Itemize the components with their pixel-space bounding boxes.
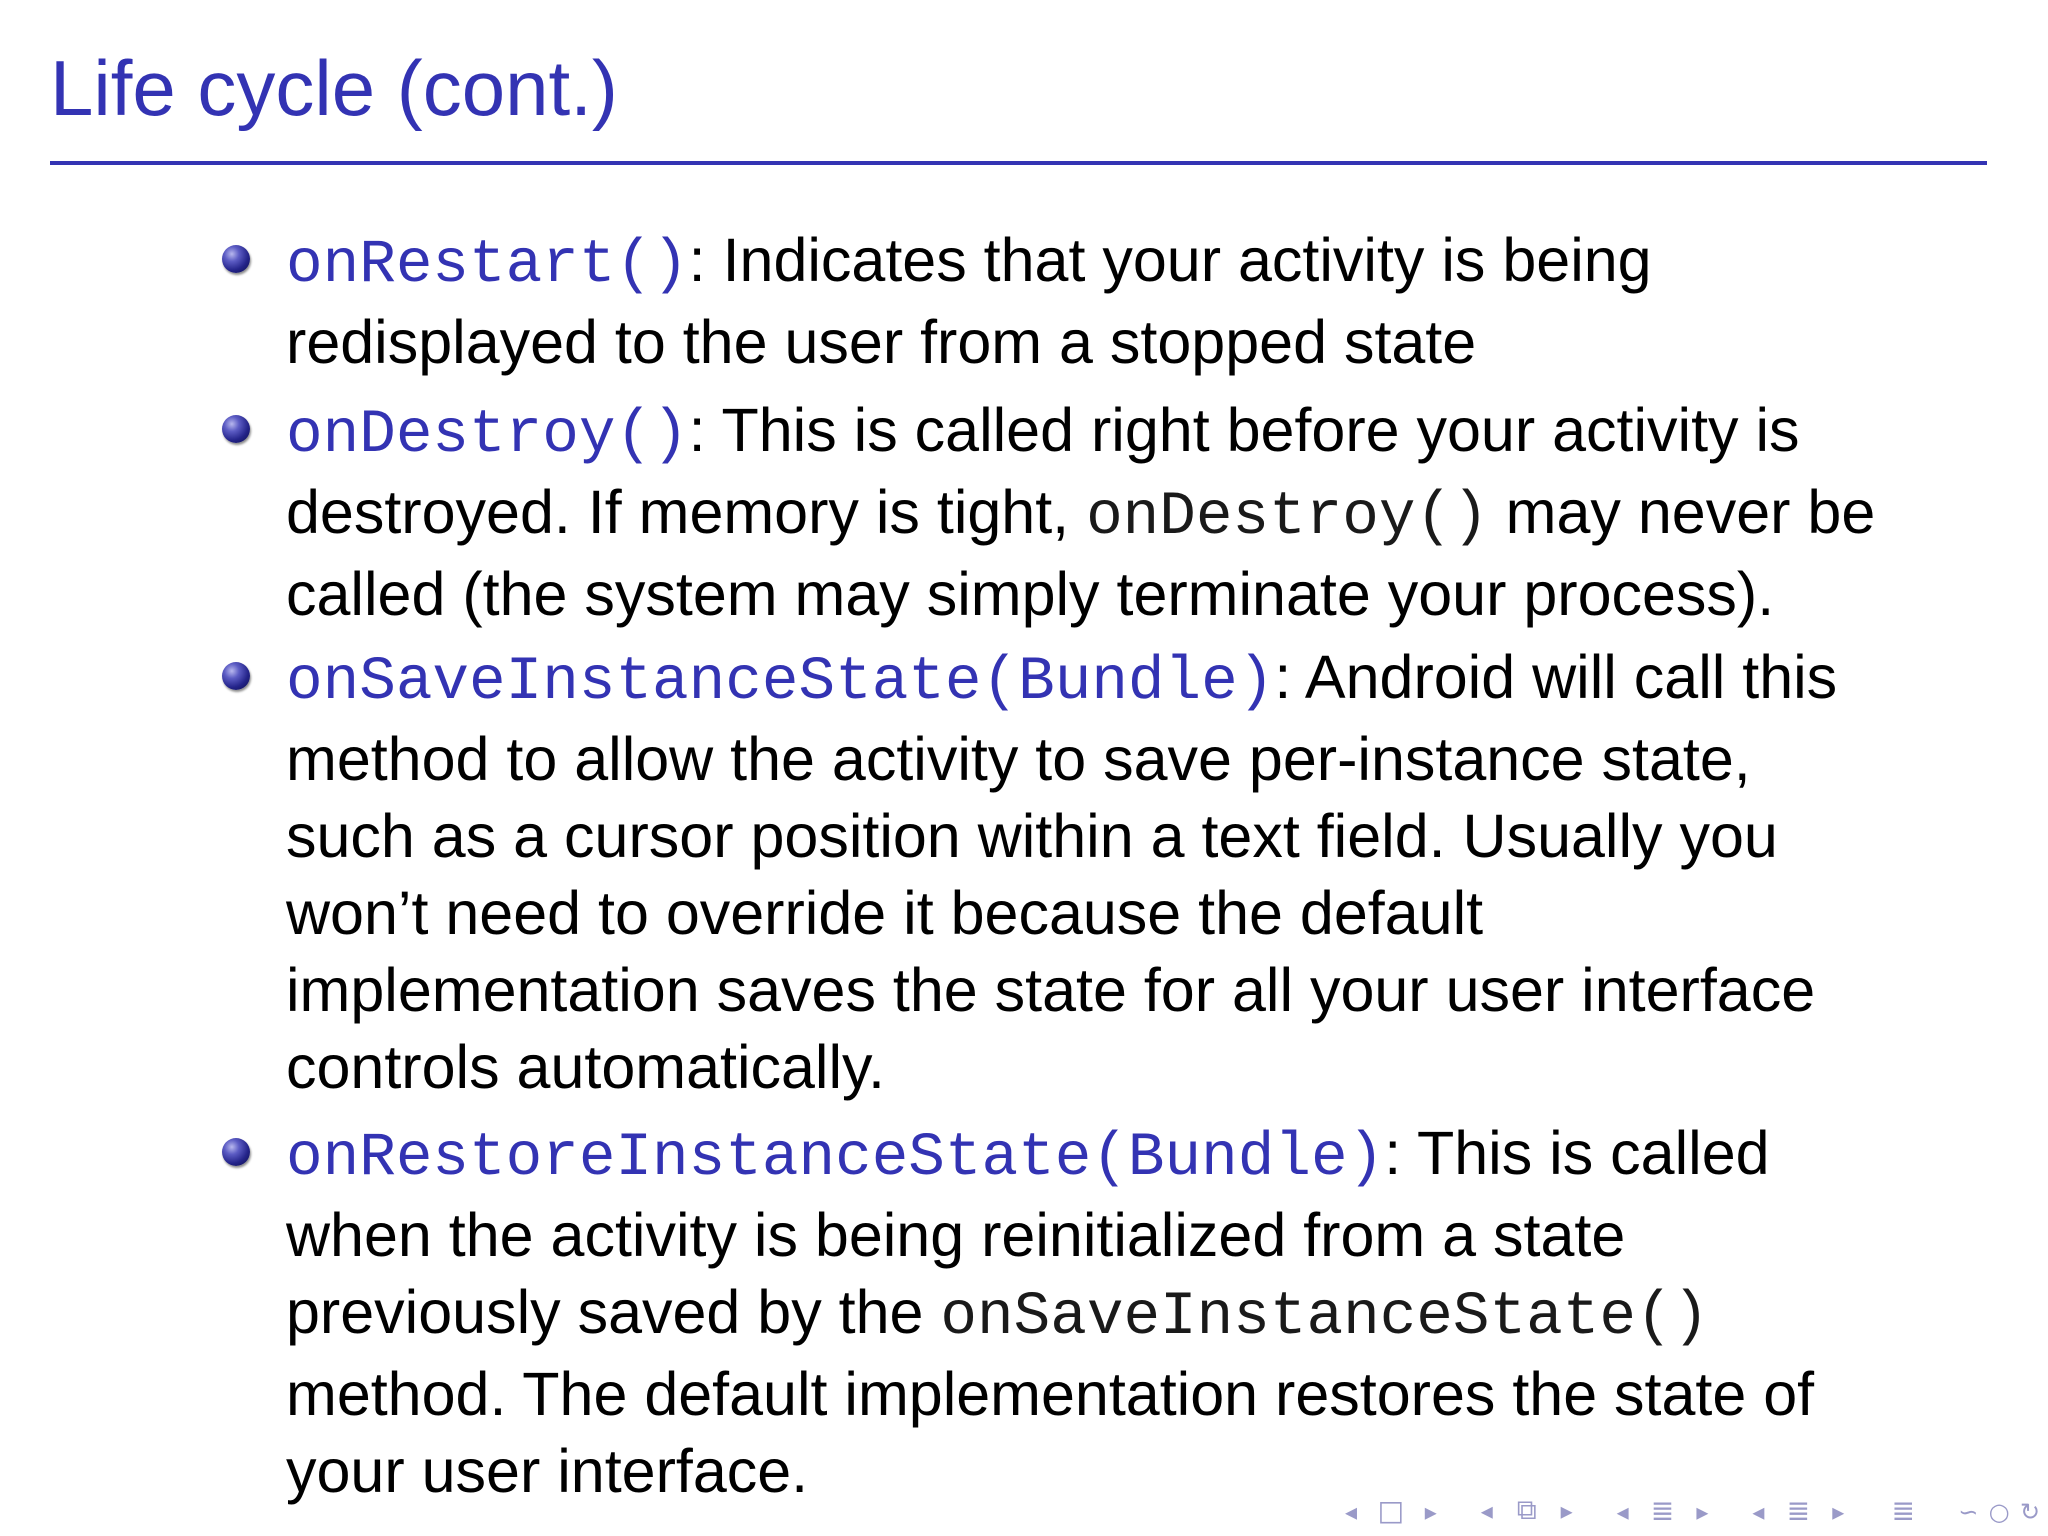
text-line [286,392,1986,474]
description-text: method. The default implementation restores the state of [286,1360,1815,1428]
text-line [286,1274,1986,1356]
nav-prev-frame-arrow-icon[interactable]: ◂ [1344,1497,1358,1526]
text-line [286,556,1986,633]
bullet-text [286,1115,1986,1510]
search-back-icon[interactable]: ∽ [1958,1497,1979,1526]
bullet-text [286,392,1986,633]
nav-next-section-arrow-icon[interactable]: ▸ [1696,1497,1709,1526]
refresh-icon[interactable]: ↻ [2020,1497,2041,1526]
nav-prev-section-arrow-icon[interactable]: ◂ [1616,1497,1629,1526]
slide-title: Life cycle (cont.) [50,44,618,132]
text-line [286,952,1986,1029]
description-text: destroyed. If memory is tight, [286,478,1087,546]
zoom-icon[interactable]: ○ [1988,1497,2010,1526]
bullet-ball-icon [222,662,250,690]
frame-icon[interactable]: □ [1377,1493,1405,1527]
nav-next-frame-arrow-icon[interactable]: ▸ [1424,1497,1437,1526]
subsubsection-icon[interactable]: ≣ [1786,1493,1811,1527]
nav-search-group [1957,1494,2041,1527]
nav-subsubsection-group [1747,1494,1849,1527]
description-text: : This is called right before your activity is [688,396,1800,464]
appendix-icon[interactable]: ≣ [1891,1493,1915,1527]
description-text: redisplayed to the user from a stopped state [286,308,1477,376]
text-line [286,304,1986,381]
nav-subsection-group [1476,1493,1578,1527]
bullet-text [286,639,1986,1106]
description-text: : Android will call this [1274,643,1838,711]
description-text: called (the system may simply terminate your process). [286,560,1775,628]
section-icon[interactable]: ≣ [1650,1493,1675,1527]
description-text: controls automatically. [286,1033,885,1101]
text-line [286,798,1986,875]
beamer-navigation-bar [1340,1490,2041,1530]
description-text: your user interface. [286,1437,809,1505]
description-text: when the activity is being reinitialized from a state [286,1201,1626,1269]
method-name: onRestart() [286,231,689,300]
subsection-icon[interactable]: ⧉ [1516,1493,1537,1526]
text-line [286,222,1986,304]
nav-prev-subsubsection-arrow-icon[interactable]: ◂ [1752,1497,1765,1526]
description-text: method to allow the activity to save per-instance state, [286,725,1751,793]
description-text: : Indicates that your activity is being [688,226,1652,294]
method-name: onDestroy() [286,401,689,470]
text-line [286,875,1986,952]
nav-frame-group [1340,1494,1442,1527]
text-line [286,1356,1986,1433]
text-line [286,1029,1986,1106]
text-line [286,474,1986,556]
description-text: such as a cursor position within a text field. Usually you [286,802,1778,870]
bullet-text [286,222,1986,381]
nav-appendix-group [1883,1494,1923,1527]
text-line [286,639,1986,721]
nav-section-group [1612,1494,1714,1527]
nav-next-subsubsection-arrow-icon[interactable]: ▸ [1832,1497,1845,1526]
nav-prev-subsection-arrow-icon[interactable]: ◂ [1480,1497,1493,1525]
method-name: onSaveInstanceState(Bundle) [286,648,1275,717]
inline-code: onDestroy() [1086,483,1489,552]
text-line [286,1197,1986,1274]
description-text: : This is called [1384,1119,1770,1187]
nav-next-subsection-arrow-icon[interactable]: ▸ [1560,1497,1573,1525]
text-line [286,721,1986,798]
description-text: won’t need to override it because the default [286,879,1484,947]
description-text: implementation saves the state for all your user interface [286,956,1816,1024]
text-line [286,1115,1986,1197]
bullet-ball-icon [222,415,250,443]
bullet-ball-icon [222,245,250,273]
description-text: previously saved by the [286,1278,941,1346]
description-text: may never be [1488,478,1876,546]
inline-code: onSaveInstanceState() [940,1283,1710,1352]
method-name: onRestoreInstanceState(Bundle) [286,1124,1385,1193]
bullet-ball-icon [222,1138,250,1166]
title-underline [50,161,1987,165]
